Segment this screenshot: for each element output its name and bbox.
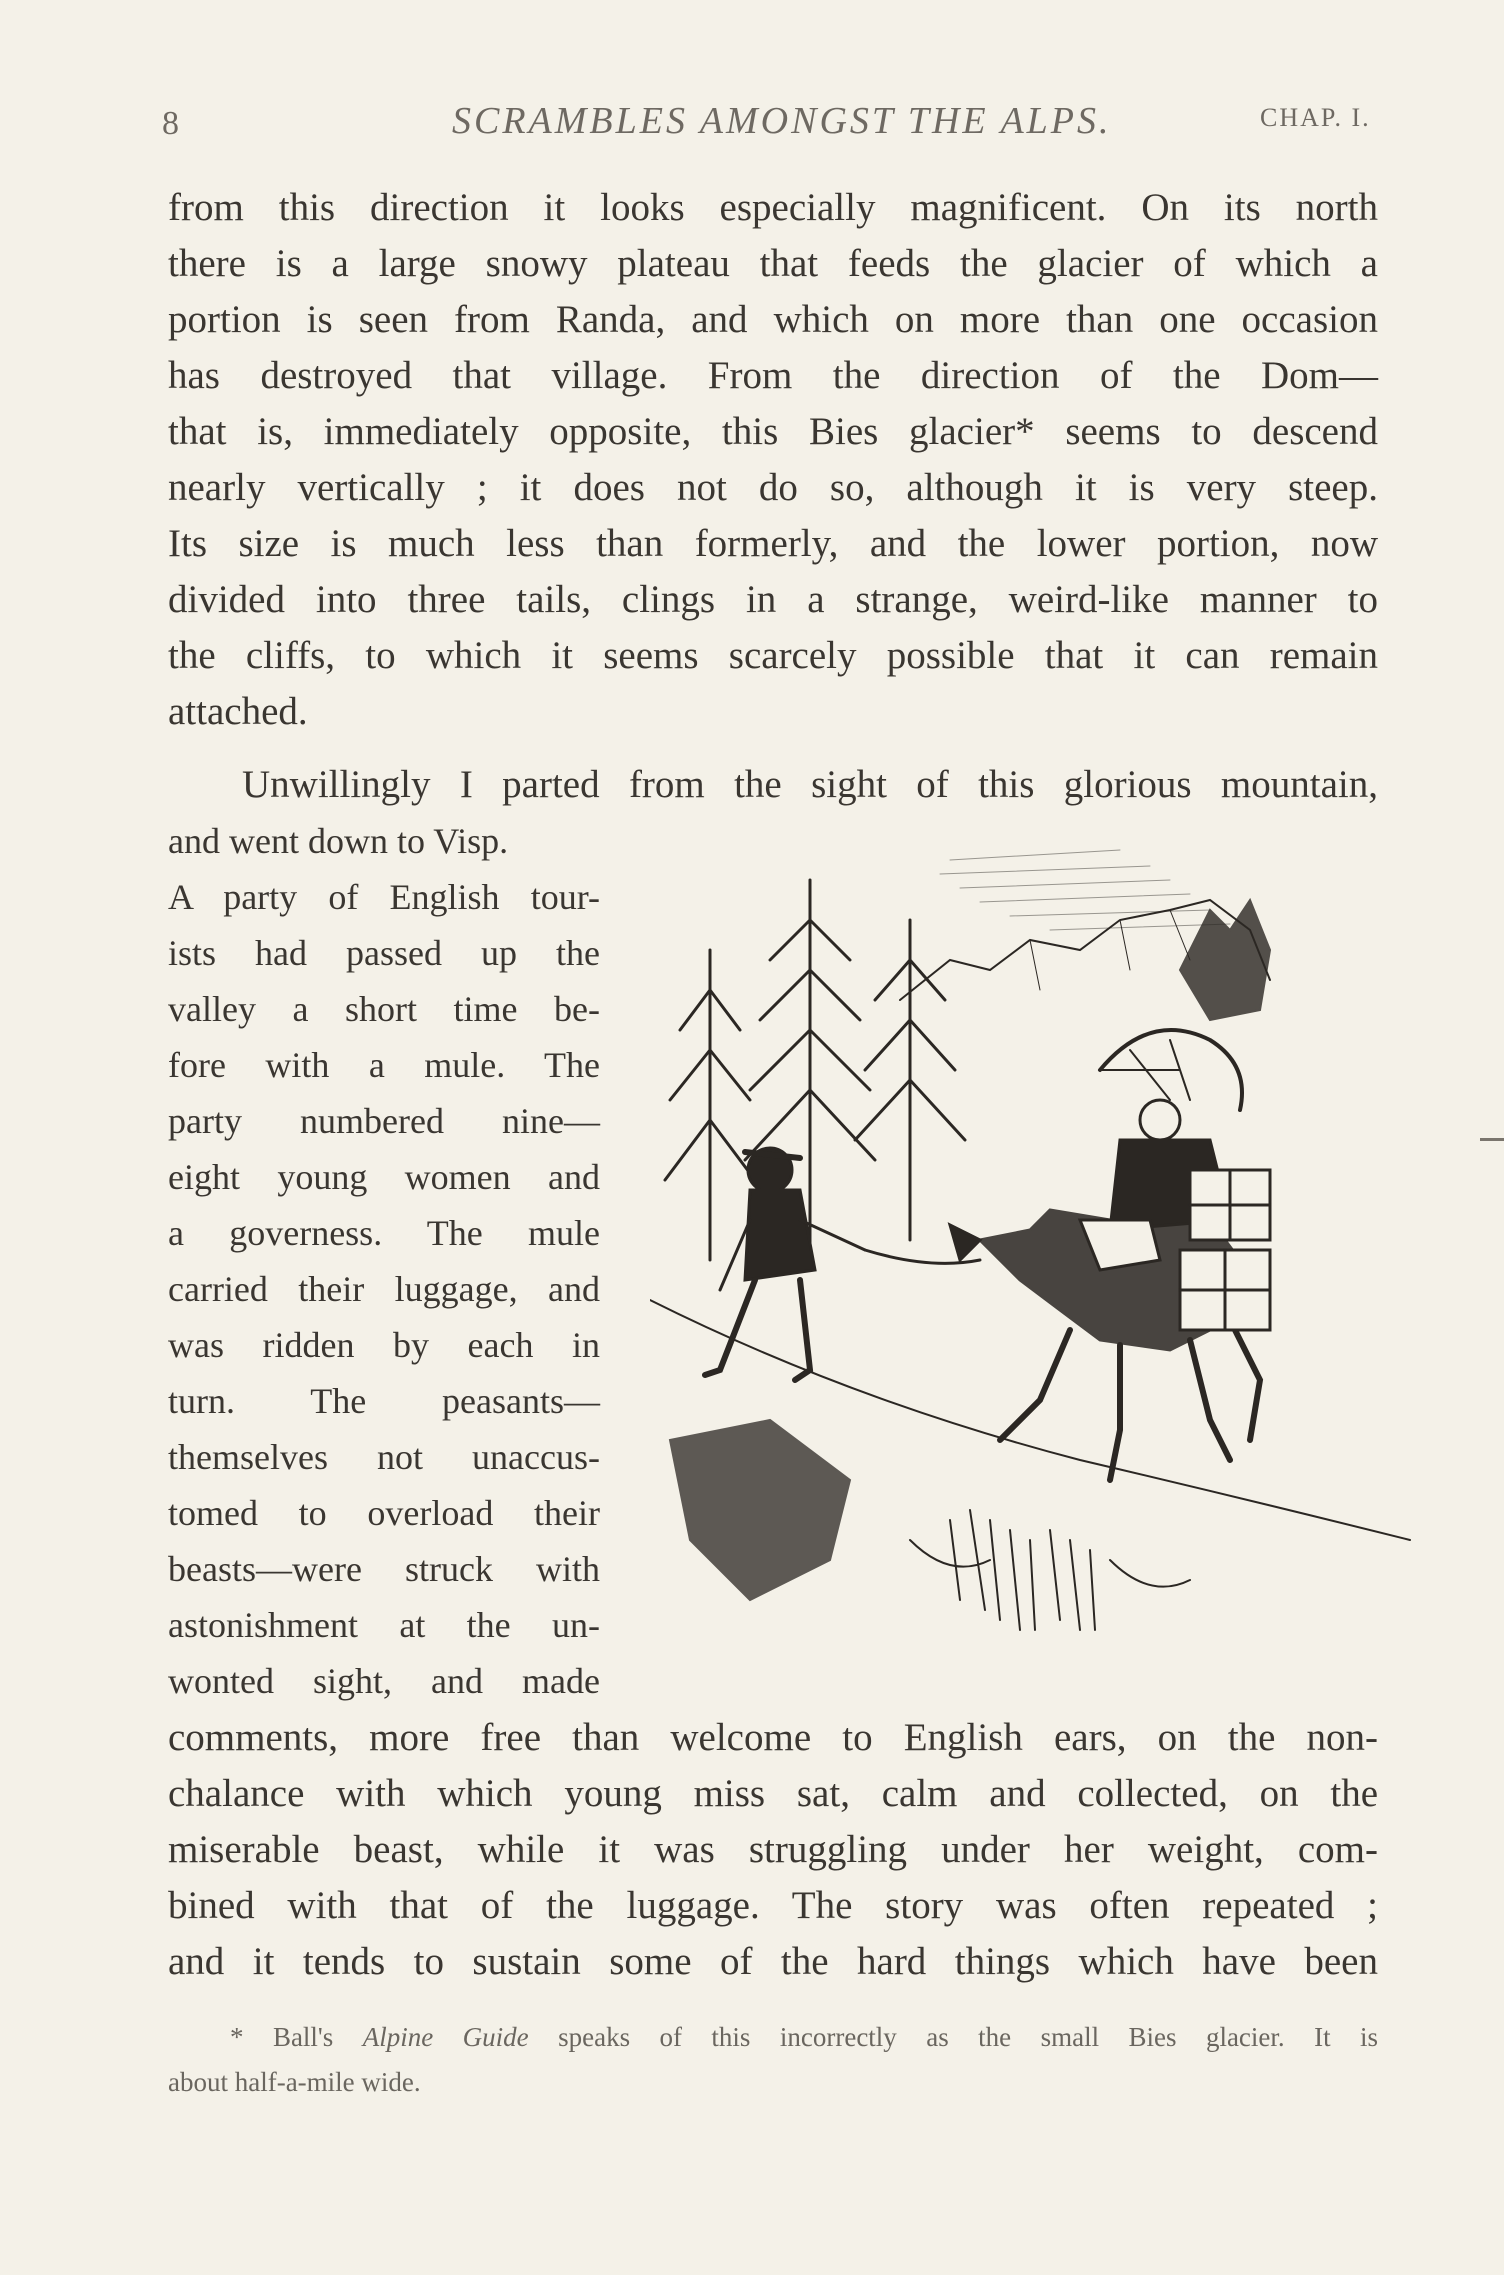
running-title: SCRAMBLES AMONGST THE ALPS.: [452, 100, 1112, 142]
text-line: miserable beast, while it was struggling under her weight, com-: [168, 1828, 1378, 1871]
text-line: divided into three tails, clings in a strange, weird-like manner to: [168, 578, 1378, 621]
page-edge-mark: [1480, 1138, 1504, 1159]
footnote-marker: *: [230, 2022, 244, 2052]
text-line: valley a short time be-: [168, 989, 600, 1029]
text-line: that is, immediately opposite, this Bies glacier* seems to descend: [168, 410, 1378, 453]
paragraph-1: [168, 180, 1378, 740]
man-figure: [705, 1148, 865, 1380]
text-line: astonishment at the un-: [168, 1605, 600, 1645]
footnote-line: about half-a-mile wide.: [168, 2067, 421, 2097]
engraving-illustration: [650, 840, 1415, 1660]
text-line: A party of English tour-: [168, 877, 600, 917]
text-line: eight young women and: [168, 1157, 600, 1197]
text-line: and it tends to sustain some of the hard things which have been: [168, 1940, 1378, 1983]
text-line: there is a large snowy plateau that feeds the glacier of which a: [168, 242, 1378, 285]
text-line: and went down to Visp.: [168, 821, 509, 861]
footnote: [168, 2015, 1378, 2105]
text-line: beasts—were struck with: [168, 1549, 600, 1589]
running-head: [0, 95, 1504, 155]
text-line: has destroyed that village. From the direction of the Dom—: [168, 354, 1378, 397]
footnote-book-title: Alpine Guide: [362, 2022, 529, 2052]
luggage: [1180, 1170, 1270, 1330]
paragraph-2-opening: [168, 757, 1378, 813]
text-line: a governess. The mule: [168, 1213, 600, 1253]
paragraph-2-continuation: [168, 1710, 1378, 1990]
text-line: wonted sight, and made: [168, 1661, 600, 1701]
paragraph-2-wrapped-column: [168, 813, 600, 1709]
text-line: from this direction it looks especially magnificent. On its north: [168, 186, 1378, 229]
text-line: turn. The peasants—: [168, 1381, 600, 1421]
text-line: themselves not unaccus-: [168, 1437, 600, 1477]
chapter-reference: CHAP. I.: [1260, 103, 1371, 132]
text-line: the cliffs, to which it seems scarcely possible that it can remain: [168, 634, 1378, 677]
footnote-text: Ball's: [272, 2022, 334, 2052]
text-line: attached.: [168, 690, 308, 733]
text-line: carried their luggage, and: [168, 1269, 600, 1309]
text-line: portion is seen from Randa, and which on more than one occasion: [168, 298, 1378, 341]
distant-mountains: [900, 900, 1270, 1020]
ground-grasses: [650, 1300, 1410, 1630]
text-line: chalance with which young miss sat, calm and collected, on the: [168, 1772, 1378, 1815]
text-line: party numbered nine—: [168, 1101, 600, 1141]
text-line: tomed to overload their: [168, 1493, 600, 1533]
text-line: nearly vertically ; it does not do so, although it is very steep.: [168, 466, 1378, 509]
page-number: 8: [162, 105, 179, 142]
text-line: ists had passed up the: [168, 933, 600, 973]
sky-hatching: [940, 850, 1230, 930]
text-line: bined with that of the luggage. The story was often repeated ;: [168, 1884, 1378, 1927]
footnote-text: speaks of this incorrectly as the small Bies glacier. It is: [558, 2022, 1379, 2052]
footnote-line: [168, 2015, 1378, 2060]
pine-trees: [665, 880, 965, 1260]
text-line: was ridden by each in: [168, 1325, 600, 1365]
text-line: comments, more free than welcome to English ears, on the non-: [168, 1716, 1378, 1759]
text-line: Unwillingly I parted from the sight of this glorious mountain,: [242, 763, 1378, 806]
text-line: Its size is much less than formerly, and the lower portion, now: [168, 522, 1378, 565]
text-line: fore with a mule. The: [168, 1045, 600, 1085]
